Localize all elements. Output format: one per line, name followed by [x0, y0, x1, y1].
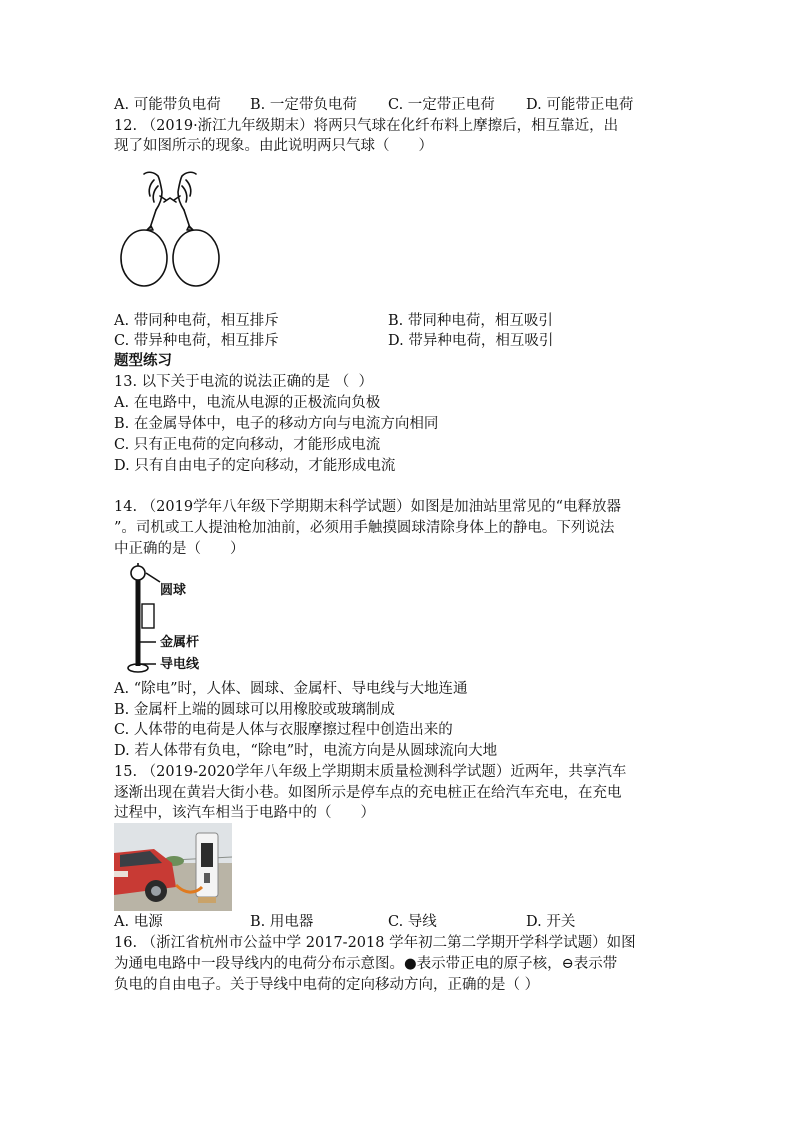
ball-icon	[131, 566, 145, 580]
q11-option-d: D. 可能带正电荷	[526, 97, 634, 113]
q13-option-a: A. 在电路中，电流从电源的正极流向负极	[114, 395, 381, 411]
q13-option-d: D. 只有自由电子的定向移动，才能形成电流	[114, 458, 396, 474]
q12-stem-line2: 现了如图所示的现象。由此说明两只气球（ ）	[114, 138, 433, 154]
q13-option-b: B. 在金属导体中，电子的移动方向与电流方向相同	[114, 416, 439, 432]
q12-option-c: C. 带异种电荷，相互排斥	[114, 333, 279, 349]
q13-option-c: C. 只有正电荷的定向移动，才能形成电流	[114, 437, 381, 453]
q15-option-a: A. 电源	[114, 914, 163, 930]
q14-stem-line3: 中正确的是（ ）	[114, 541, 245, 557]
charging-car-photo	[114, 823, 232, 911]
q15-option-d: D. 开关	[526, 914, 576, 930]
left-balloon-icon	[121, 230, 167, 286]
q16-stem-line1: 16. （浙江省杭州市公益中学 2017-2018 学年初二第二学期开学科学试题）如图	[114, 935, 636, 951]
q11-option-a: A. 可能带负电荷	[114, 97, 221, 113]
left-hand-icon	[144, 172, 162, 210]
static-discharger-figure	[122, 562, 222, 676]
q14-option-a: A. “除电”时，人体、圆球、金属杆、导电线与大地连通	[114, 681, 468, 697]
section-title: 题型练习	[114, 352, 172, 369]
q12-option-b: B. 带同种电荷，相互吸引	[388, 313, 553, 329]
right-hand-icon	[178, 172, 196, 210]
label-rod: 金属杆	[160, 634, 200, 649]
label-wire: 导电线	[160, 656, 200, 671]
q14-option-b: B. 金属杆上端的圆球可以用橡胶或玻璃制成	[114, 702, 395, 718]
balloons-figure	[114, 168, 226, 290]
q14-stem-line2: ”。司机或工人提油枪加油前，必须用手触摸圆球清除身体上的静电。下列说法	[114, 520, 615, 536]
q15-stem-line1: 15. （2019-2020学年八年级上学期期末质量检测科学试题）近两年，共享汽车	[114, 764, 627, 780]
q12-option-d: D. 带异种电荷，相互吸引	[388, 333, 554, 349]
q15-option-b: B. 用电器	[250, 914, 314, 930]
q14-option-d: D. 若人体带有负电，“除电”时，电流方向是从圆球流向大地	[114, 743, 498, 759]
q15-stem-line3: 过程中，该汽车相当于电路中的（ ）	[114, 805, 375, 821]
label-ball: 圆球	[160, 582, 187, 597]
q13-stem: 13. 以下关于电流的说法正确的是 （ ）	[114, 374, 373, 390]
q12-stem-line1: 12. （2019·浙江九年级期末）将两只气球在化纤布料上摩擦后，相互靠近，出	[114, 118, 619, 134]
q15-option-c: C. 导线	[388, 914, 437, 930]
q15-stem-line2: 逐渐出现在黄岩大街小巷。如图所示是停车点的充电桩正在给汽车充电，在充电	[114, 785, 622, 801]
q12-option-a: A. 带同种电荷，相互排斥	[114, 313, 279, 329]
q16-stem-line3: 负电的自由电子。关于导线中电荷的定向移动方向，正确的是（ ）	[114, 977, 540, 993]
q11-option-b: B. 一定带负电荷	[250, 97, 357, 113]
q16-stem-line2: 为通电电路中一段导线内的电荷分布示意图。●表示带正电的原子核，⊖表示带	[114, 956, 618, 972]
q14-option-c: C. 人体带的电荷是人体与衣服摩擦过程中创造出来的	[114, 722, 453, 738]
q14-stem-line1: 14. （2019学年八年级下学期期末科学试题）如图是加油站里常见的“电释放器	[114, 499, 621, 515]
q11-option-c: C. 一定带正电荷	[388, 97, 495, 113]
right-balloon-icon	[173, 230, 219, 286]
